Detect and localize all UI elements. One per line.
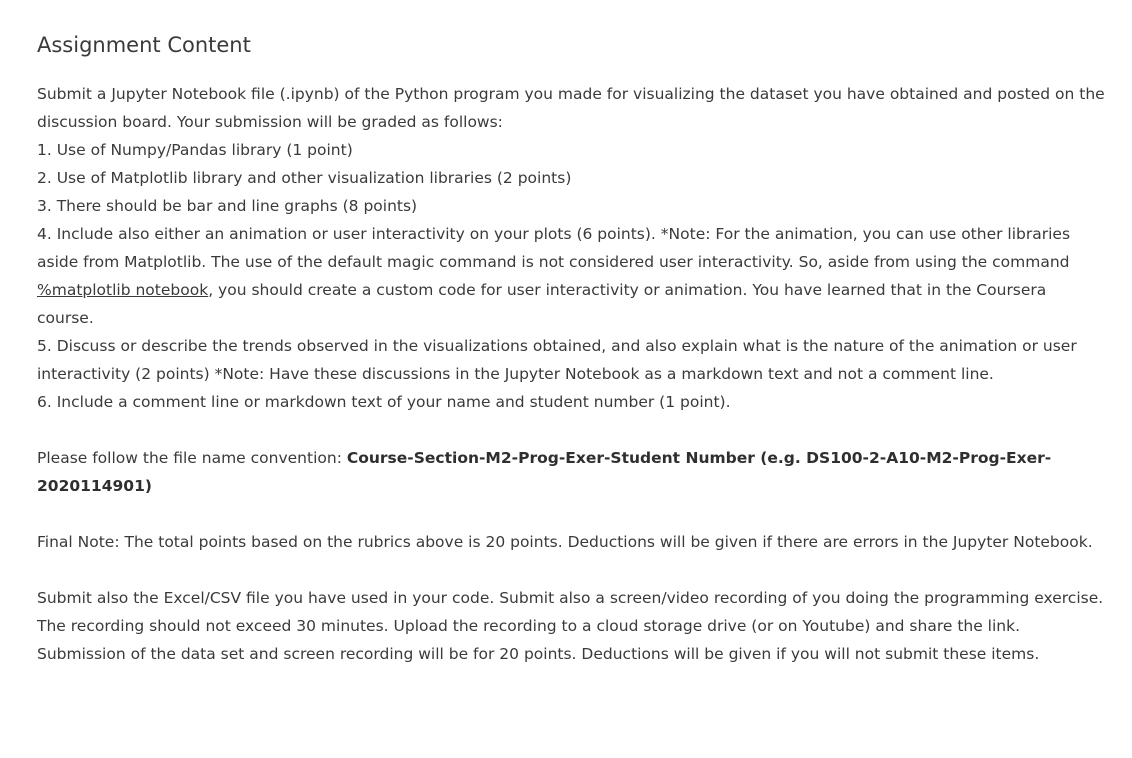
assignment-instructions [37, 80, 1107, 668]
spacer [37, 556, 1107, 584]
spacer [37, 416, 1107, 444]
rubric-item-4 [37, 220, 1107, 332]
rubric-item-2: 2. Use of Matplotlib library and other visualization libraries (2 points) [37, 169, 572, 187]
rubric-item-5: 5. Discuss or describe the trends observed in the visualizations obtained, and also explain what is the nature of the animation or user interactivity (2 points) *Note: Have these discussions in the Jupyter Notebook as a markdown text and not a comment line. [37, 337, 1077, 383]
final-note: Final Note: The total points based on the rubrics above is 20 points. Deductions will be given if there are errors in the Jupyter Notebook. [37, 533, 1093, 551]
rubric-item-3: 3. There should be bar and line graphs (8 points) [37, 197, 418, 215]
page-title: Assignment Content [37, 33, 251, 57]
filename-convention-format: Course-Section-M2-Prog-Exer-Student Number (e.g. DS100-2-A10-M2-Prog-Exer-2020114901) [37, 449, 1052, 495]
submission-note: Submit also the Excel/CSV file you have used in your code. Submit also a screen/video recording of you doing the programming exercise. The recording should not exceed 30 minutes. Upload the recording to a cloud storage drive (or on Youtube) and share the link. Submission of the data set and screen recording will be for 20 points. Deductions will be given if you will not submit these items. [37, 589, 1104, 663]
assignment-content [37, 30, 1107, 668]
filename-convention-prefix: Please follow the file name convention: [37, 449, 347, 467]
rubric-item-1: 1. Use of Numpy/Pandas library (1 point) [37, 141, 353, 159]
rubric-item-6: 6. Include a comment line or markdown text of your name and student number (1 point). [37, 393, 731, 411]
filename-convention [37, 444, 1107, 500]
rubric-item-4-text-b: , you should create a custom code for user interactivity or animation. You have learned that in the Coursera course. [37, 281, 1047, 327]
intro-text: Submit a Jupyter Notebook file (.ipynb) of the Python program you made for visualizing the dataset you have obtained and posted on the discussion board. Your submission will be graded as follows: [37, 85, 1105, 131]
matplotlib-notebook-link[interactable]: %matplotlib notebook [37, 281, 209, 299]
spacer [37, 500, 1107, 528]
rubric-item-4-text-a: 4. Include also either an animation or user interactivity on your plots (6 points). *Note: For the animation, you can use other libraries aside from Matplotlib. The use of the default magic command is not considered user interactivity. So, aside from using the command [37, 225, 1071, 271]
